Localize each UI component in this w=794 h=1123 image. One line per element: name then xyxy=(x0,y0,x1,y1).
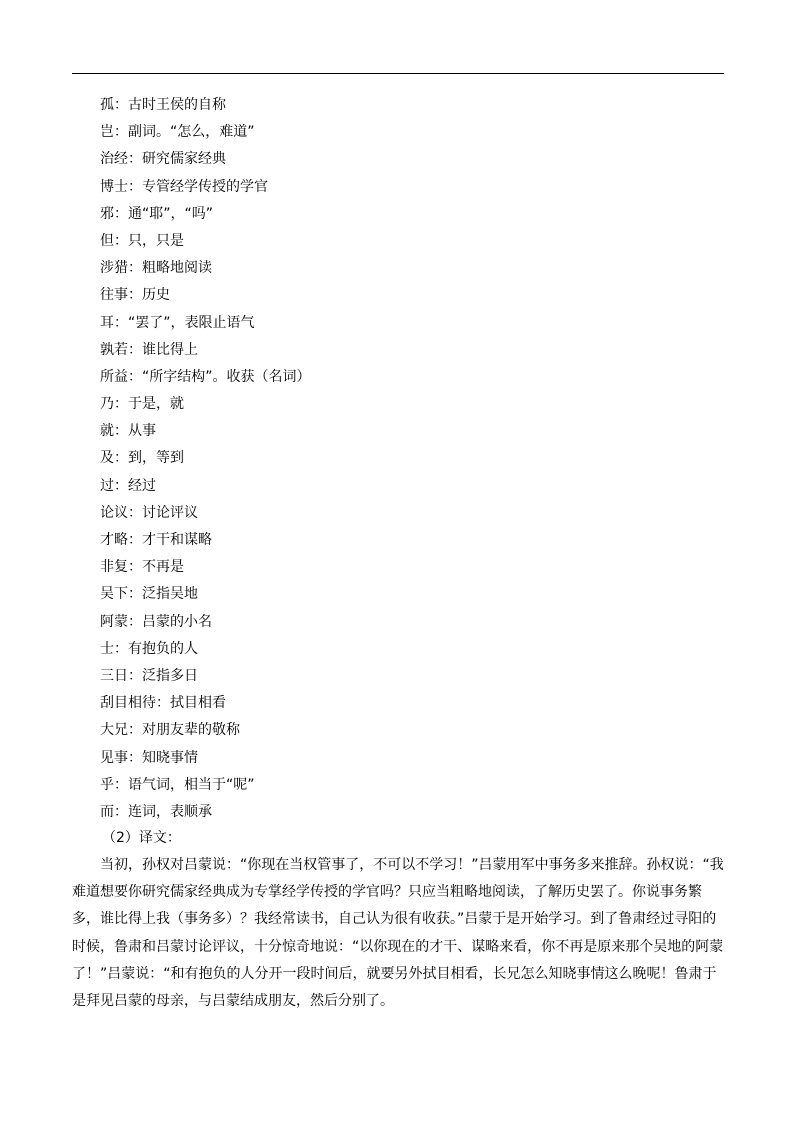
glossary-item: 非复：不再是 xyxy=(100,559,184,576)
glossary-item: 乎：语气词，相当于“呢” xyxy=(100,776,255,793)
glossary-item: 治经：研究儒家经典 xyxy=(100,151,226,168)
glossary-item: 邪：通“耶”，“吗” xyxy=(100,205,214,222)
glossary-item: 三日：泛指多日 xyxy=(100,667,198,684)
glossary-item: 大兄：对朋友辈的敬称 xyxy=(100,722,240,739)
glossary-item: 孤：古时王侯的自称 xyxy=(100,97,226,113)
header-rule xyxy=(72,73,724,74)
glossary-item: 论议：讨论评议 xyxy=(100,504,198,521)
glossary-item: 耳：“罢了”，表限止语气 xyxy=(100,314,255,331)
glossary-item: 就：从事 xyxy=(100,423,156,440)
glossary-item: 涉猎：粗略地阅读 xyxy=(100,260,212,277)
glossary-item: 所益：“所字结构”。收获（名词） xyxy=(100,368,311,385)
translation-paragraph: 当初，孙权对吕蒙说：“你现在当权管事了，不可以不学习！”吕蒙用军中事务多来推辞。孙权说：“我难道想要你研究儒家经典成为专掌经学传授的学官吗？只应当粗略地阅读，了解历史罢了。你说事务繁多，谁比得上我（事务多）？我经常读书，自己认为很有收获。”吕蒙于是开始学习。到了鲁肃经过寻阳的时候，鲁肃和吕蒙讨论评议，十分惊奇地说：“以你现在的才干、谋略来看，你不再是原来那个吴地的阿蒙了！”吕蒙说：“和有抱负的人分开一段时间后，就要另外拭目相看，长兄怎么知晓事情这么晚呢！鲁肃于是拜见吕蒙的母亲，与吕蒙结成朋友，然后分别了。 xyxy=(72,857,724,1010)
glossary-item: 博士：专管经学传授的学官 xyxy=(100,178,268,195)
glossary-item: 过：经过 xyxy=(100,477,156,494)
glossary-item: 往事：历史 xyxy=(100,287,170,304)
glossary-item: 而：连词，表顺承 xyxy=(100,803,212,820)
glossary-item: 但：只，只是 xyxy=(100,232,184,249)
glossary-item: 岂：副词。“怎么，难道” xyxy=(100,124,255,141)
glossary-item: 见事：知晓事情 xyxy=(100,749,198,766)
glossary-item: 吴下：泛指吴地 xyxy=(100,586,198,603)
glossary-item: 及：到，等到 xyxy=(100,450,184,467)
glossary-item: 乃：于是，就 xyxy=(100,396,184,413)
glossary-item: 刮目相待：拭目相看 xyxy=(100,695,226,712)
glossary-item: 阿蒙：吕蒙的小名 xyxy=(100,613,212,630)
glossary-item: 孰若：谁比得上 xyxy=(100,341,198,358)
glossary-list xyxy=(100,92,311,826)
glossary-item: 士：有抱负的人 xyxy=(100,640,198,657)
glossary-item: 才略：才干和谋略 xyxy=(100,532,212,548)
translation-label: （2）译文： xyxy=(102,830,181,846)
